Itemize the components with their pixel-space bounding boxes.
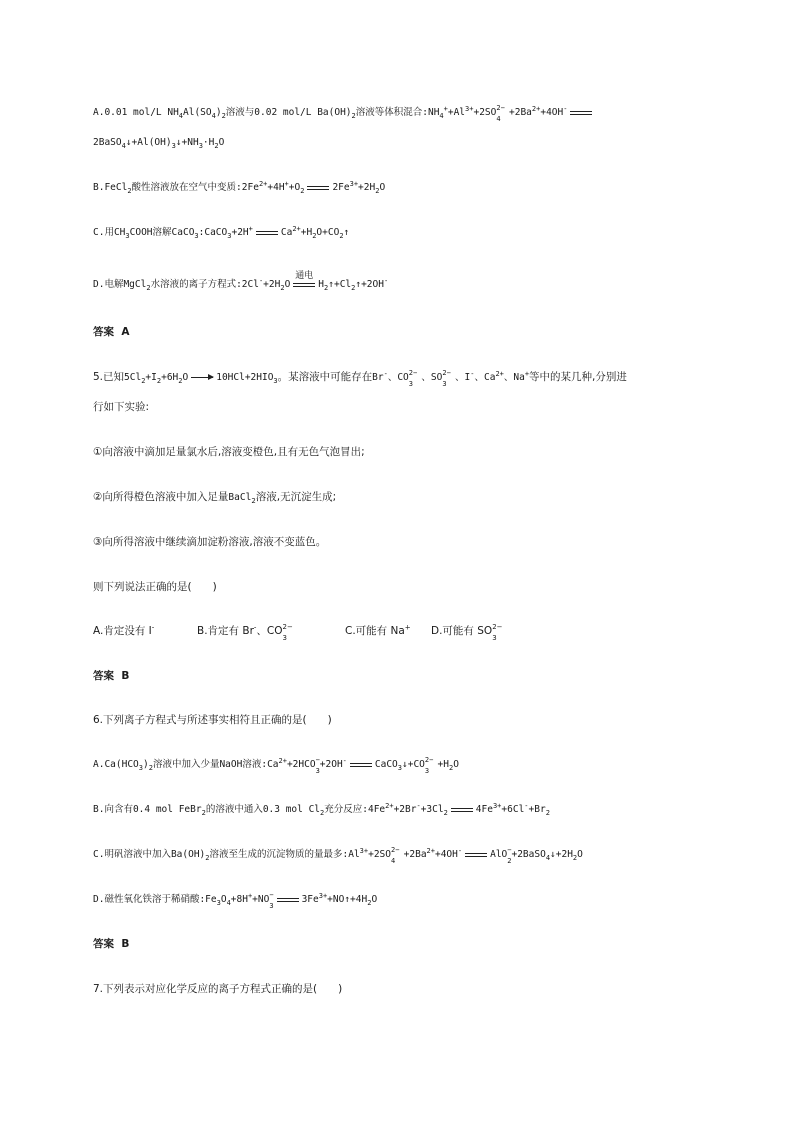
q5-experiment-3: ③向所得溶液中继续滴加淀粉溶液,溶液不变蓝色。: [93, 536, 327, 548]
q7-stem: 7.下列表示对应化学反应的离子方程式正确的是( ): [93, 983, 343, 995]
q4-option-d: D.电解MgCl$_2$水溶液的离子方程式$:2Cl^-+2H_2O$ 通电 $H_2↑+Cl_2↑+2OH^-$: [93, 270, 389, 292]
q5-stem-line1: 5.已知$5Cl_2+I_2+6H_2O$ $10HCl+2HIO_3$。某溶液中可能存在Br-、CO 2− 3 、SO 2− 3 、I-、$Ca^{2+}$、Na+等中的某几种,分别进: [93, 369, 627, 388]
q4-option-c: C.用$CH_3COOH$溶解CaCO$_3$:CaCO$_3$+2H+ $Ca^{2+}+H_2O+CO_2↑$: [93, 224, 350, 240]
q5-stem-line2: 行如下实验:: [93, 401, 150, 413]
reaction-arrow: [191, 377, 213, 378]
q4-option-a-line1: A.0.01 mol/L $NH_4Al(SO_4)_2$溶液与0.02 mol/L $Ba(OH)_2$溶液等体积混合$:NH_4^++Al^{3+}+2SO$ 2− 4 $+2Ba^{2+}+4OH^-$: [93, 104, 568, 123]
q5-experiment-2: ②向所得橙色溶液中加入足量BaCl$_2$溶液,无沉淀生成;: [93, 491, 337, 506]
q4-answer: 答案 A: [93, 326, 130, 338]
reaction-condition: 通电: [295, 270, 314, 281]
q4-option-b: B.FeCl$_2$酸性溶液放在空气中变质$:2Fe^{2+}+4H^++O_2$ $2Fe^{3+}+2H_2O$: [93, 179, 386, 195]
q5-answer: 答案 B: [93, 670, 130, 682]
q6-option-b: B.向含有0.4 mol FeBr$_2$的溶液中通入0.3 mol $Cl_2$充分反应$:4Fe^{2+}+2Br^-+3Cl_2$ $4Fe^{3+}+6Cl^-+Br_2$: [93, 801, 550, 817]
q6-stem: 6.下列离子方程式与所述事实相符且正确的是( ): [93, 714, 332, 726]
q5-options: A.肯定没有 I- B.肯定有 Br-、CO 2− 3 C.可能有 Na+ D.可能有 SO 2− 3: [93, 623, 503, 642]
q5-question: 则下列说法正确的是( ): [93, 581, 217, 593]
q6-option-d: D.磁性氧化铁溶于稀硝酸$:Fe_3O_4+8H^++NO$ − 3 $3Fe^{3+}+NO↑+4H_2O$: [93, 891, 378, 910]
q6-answer: 答案 B: [93, 938, 130, 950]
q6-option-c: C.明矾溶液中加入$Ba(OH)_2$溶液至生成的沉淀物质的量最多$:Al^{3+}+2SO$ 2− 4 $+2Ba^{2+}+4OH^-$ AlO − 2 $+2BaSO_4↓+2H_2O$: [93, 846, 583, 865]
q5-experiment-1: ①向溶液中滴加足量氯水后,溶液变橙色,且有无色气泡冒出;: [93, 446, 365, 458]
q6-option-a: $A.Ca(HCO_3)_2$溶液中加入少量NaOH溶液$:Ca^{2+}+2HCO$ − 3 +2OH- CaCO$_3$↓+CO 2− 3 $+H_2O$: [93, 756, 459, 775]
q4-option-a-line2: $2BaSO_4↓+Al(OH)_3↓+NH_3\cdot H_2O$: [93, 137, 225, 150]
